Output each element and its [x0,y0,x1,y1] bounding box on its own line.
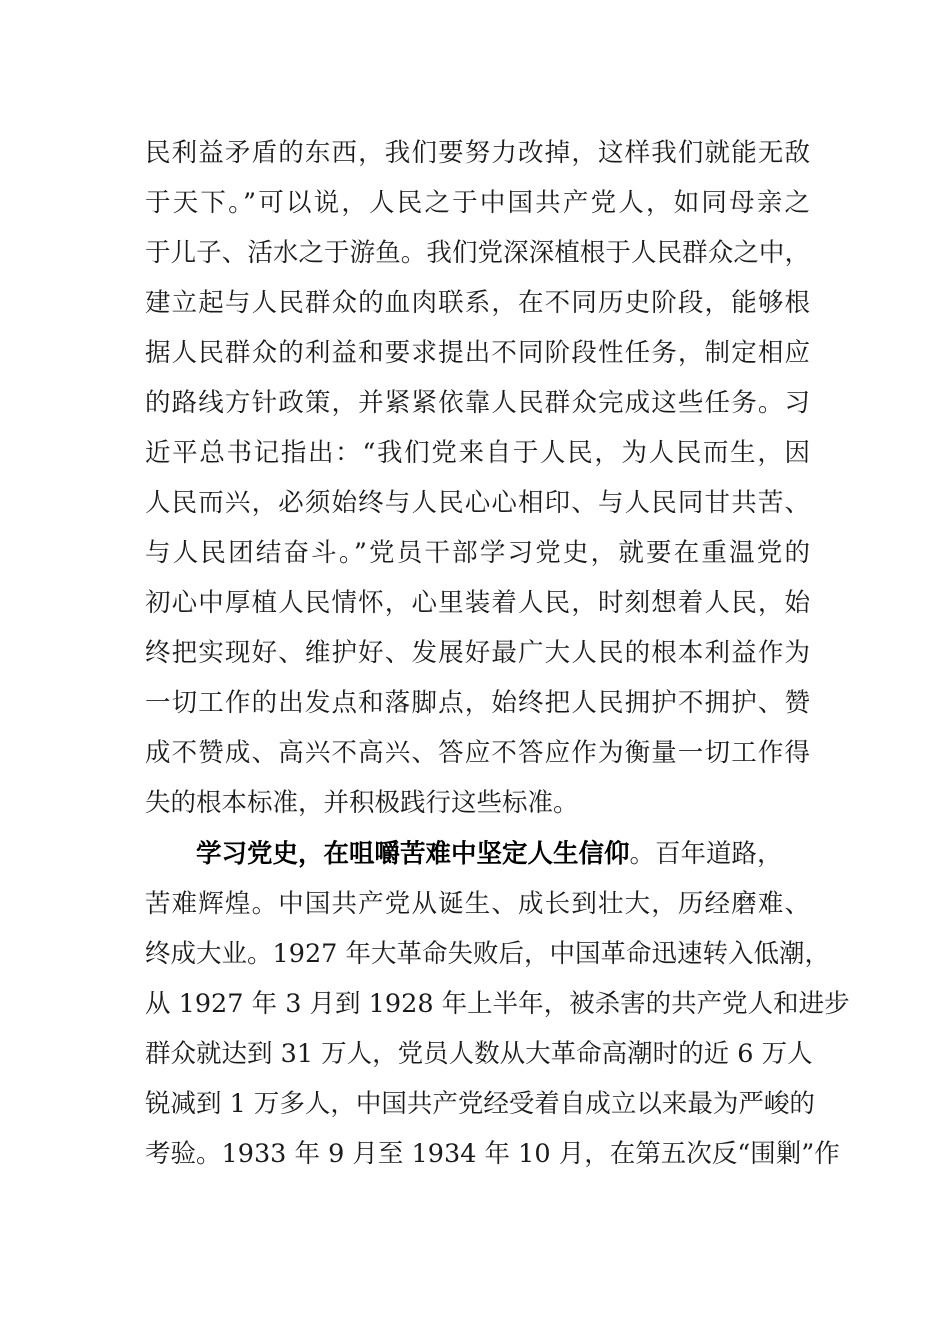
text-line: 的路线方针政策，并紧紧依靠人民群众完成这些任务。习 [145,388,810,418]
text-line: 一切工作的出发点和落脚点，始终把人民拥护不拥护、赞 [145,688,810,718]
text-line: 锐减到 1 万多人，中国共产党经受着自成立以来最为严峻的 [145,1089,815,1119]
paragraph-people [145,128,810,828]
text-line: 与人民团结奋斗。”党员干部学习党史，就要在重温党的 [145,538,810,568]
text-line: 据人民群众的利益和要求提出不同阶段性任务，制定相应 [145,338,810,368]
text-line: 终成大业。1927 年大革命失败后，中国革命迅速转入低潮， [145,939,831,969]
text-line: 成不赞成、高兴不高兴、答应不答应作为衡量一切工作得 [145,738,810,768]
text-line: 初心中厚植人民情怀，心里装着人民，时刻想着人民，始 [145,588,810,618]
text-line: 苦难辉煌。中国共产党从诞生、成长到壮大，历经磨难、 [145,889,810,919]
text-line: 失的根本标准，并积极践行这些标准。 [145,788,579,818]
paragraph-hardship [145,829,850,1179]
text-line: 人民而兴，必须始终与人民心心相印、与人民同甘共苦、 [145,488,810,518]
text-line: 终把实现好、维护好、发展好最广大人民的根本利益作为 [145,638,810,668]
text-line: 考验。1933 年 9 月至 1934 年 10 月，在第五次反“围剿”作 [145,1139,840,1169]
text-line: 于儿子、活水之于游鱼。我们党深深植根于人民群众之中， [145,238,810,268]
text-line: 群众就达到 31 万人，党员人数从大革命高潮时的近 6 万人 [145,1039,813,1069]
text-line-rest: 。百年道路， [629,839,783,869]
text-line: 民利益矛盾的东西，我们要努力改掉，这样我们就能无敌 [145,138,810,168]
text-line: 近平总书记指出：“我们党来自于人民，为人民而生，因 [145,438,810,468]
text-line: 从 1927 年 3 月到 1928 年上半年，被杀害的共产党人和进步 [145,989,850,1019]
text-line: 于天下。”可以说，人民之于中国共产党人，如同母亲之 [145,188,810,218]
text-line: 建立起与人民群众的血肉联系，在不同历史阶段，能够根 [145,288,810,318]
paragraph-lead-heading: 学习党史，在咀嚼苦难中坚定人生信仰 [196,839,630,869]
text-line-first [145,829,810,879]
